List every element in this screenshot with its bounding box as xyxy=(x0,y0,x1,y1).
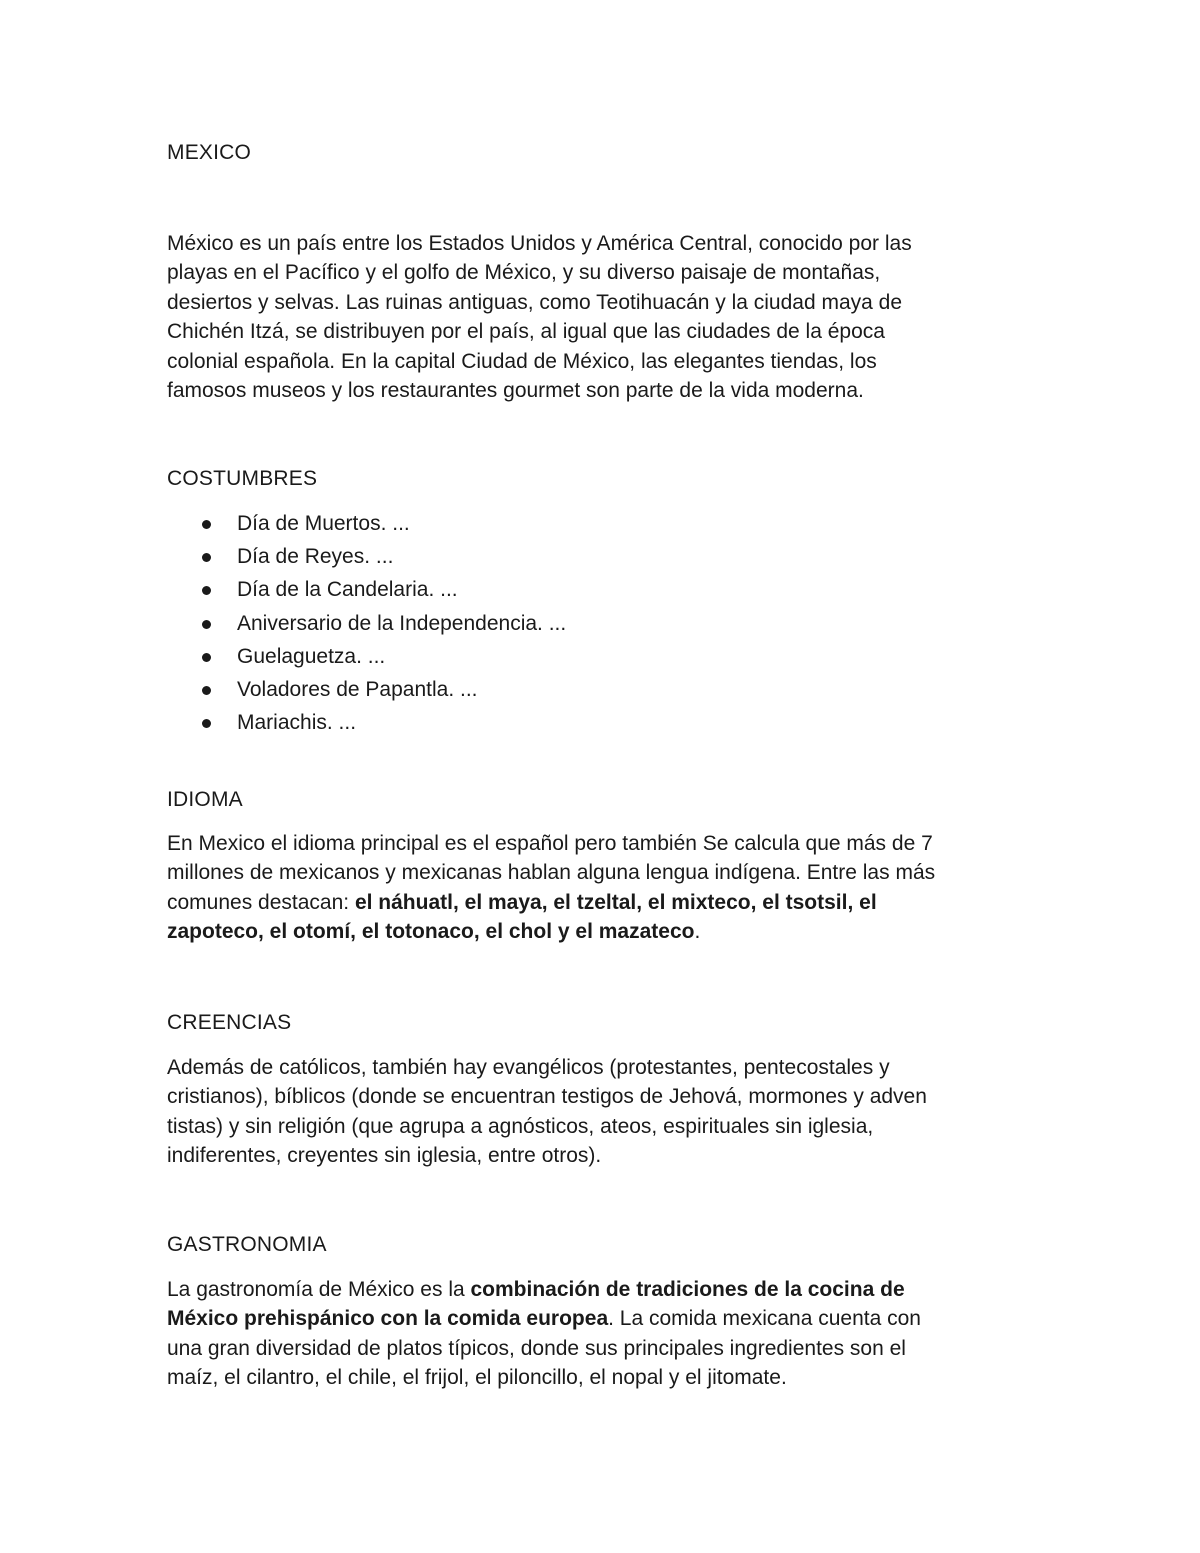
intro-line: colonial española. En la capital Ciudad de México, las elegantes tiendas, los xyxy=(167,349,877,373)
list-item-label: Voladores de Papantla. ... xyxy=(237,677,478,701)
intro-line: Chichén Itzá, se distribuyen por el país, al igual que las ciudades de la época xyxy=(167,320,885,344)
list-item xyxy=(167,644,566,677)
idioma-line xyxy=(167,917,1047,946)
creencias-line: tistas) y sin religión (que agrupa a agnósticos, ateos, espirituales sin iglesia, xyxy=(167,1114,874,1138)
gastronomia-bold: México prehispánico con la comida europea xyxy=(167,1307,609,1331)
list-item xyxy=(167,710,566,743)
bullet-icon xyxy=(202,553,211,562)
creencias-line: cristianos), bíblicos (donde se encuentran testigos de Jehová, mormones y adven xyxy=(167,1085,927,1109)
gastronomia-paragraph xyxy=(167,1275,1047,1393)
idioma-line xyxy=(167,888,1047,917)
list-item-label: Día de Reyes. ... xyxy=(237,545,394,569)
gastronomia-line xyxy=(167,1275,1047,1304)
idioma-line: millones de mexicanos y mexicanas hablan alguna lengua indígena. Entre las más xyxy=(167,861,936,885)
bullet-icon xyxy=(202,586,211,595)
gastronomia-text: . La comida mexicana cuenta con xyxy=(608,1307,921,1331)
gastronomia-text: La gastronomía de México es la xyxy=(167,1278,471,1301)
section-heading-gastronomia: GASTRONOMIA xyxy=(167,1233,327,1256)
gastronomia-line: una gran diversidad de platos típicos, donde sus principales ingredientes son el xyxy=(167,1336,906,1360)
section-heading-creencias: CREENCIAS xyxy=(167,1011,292,1034)
intro-line: famosos museos y los restaurantes gourmet son parte de la vida moderna. xyxy=(167,379,864,403)
list-item xyxy=(167,511,566,544)
bullet-icon xyxy=(202,520,211,529)
list-item xyxy=(167,577,566,610)
idioma-text: comunes destacan: xyxy=(167,890,355,914)
bullet-icon xyxy=(202,686,211,695)
idioma-languages-bold: zapoteco, el otomí, el totonaco, el chol y el mazateco xyxy=(167,920,695,944)
bullet-icon xyxy=(202,653,211,662)
intro-line: playas en el Pacífico y el golfo de México, y su diverso paisaje de montañas, xyxy=(167,261,881,285)
intro-paragraph xyxy=(167,229,1047,405)
idioma-languages-bold: el náhuatl, el maya, el tzeltal, el mixteco, el tsotsil, el xyxy=(354,890,877,914)
gastronomia-bold: combinación de tradiciones de la cocina de xyxy=(470,1278,905,1301)
gastronomia-line xyxy=(167,1304,1047,1333)
section-heading-costumbres: COSTUMBRES xyxy=(167,467,318,490)
page-title: MEXICO xyxy=(167,141,252,164)
section-heading-idioma: IDIOMA xyxy=(167,788,243,811)
creencias-paragraph xyxy=(167,1053,1047,1171)
list-item-label: Día de la Candelaria. ... xyxy=(237,578,458,602)
bullet-icon xyxy=(202,620,211,629)
list-item xyxy=(167,611,566,644)
intro-line: México es un país entre los Estados Unidos y América Central, conocido por las xyxy=(167,232,912,255)
gastronomia-line: maíz, el cilantro, el chile, el frijol, el piloncillo, el nopal y el jitomate. xyxy=(167,1366,787,1390)
idioma-paragraph xyxy=(167,829,1047,947)
intro-line: desiertos y selvas. Las ruinas antiguas, como Teotihuacán y la ciudad maya de xyxy=(167,290,903,314)
idioma-text: . xyxy=(694,920,701,944)
costumbres-list xyxy=(167,511,566,743)
list-item-label: Guelaguetza. ... xyxy=(237,644,386,668)
list-item-label: Mariachis. ... xyxy=(237,711,357,735)
idioma-line: En Mexico el idioma principal es el español pero también Se calcula que más de 7 xyxy=(167,832,933,855)
list-item xyxy=(167,677,566,710)
creencias-line: indiferentes, creyentes sin iglesia, entre otros). xyxy=(167,1144,602,1168)
list-item-label: Día de Muertos. ... xyxy=(237,512,410,535)
list-item-label: Aniversario de la Independencia. ... xyxy=(237,611,567,635)
creencias-line: Además de católicos, también hay evangélicos (protestantes, pentecostales y xyxy=(167,1056,890,1079)
list-item xyxy=(167,544,566,577)
bullet-icon xyxy=(202,719,211,728)
